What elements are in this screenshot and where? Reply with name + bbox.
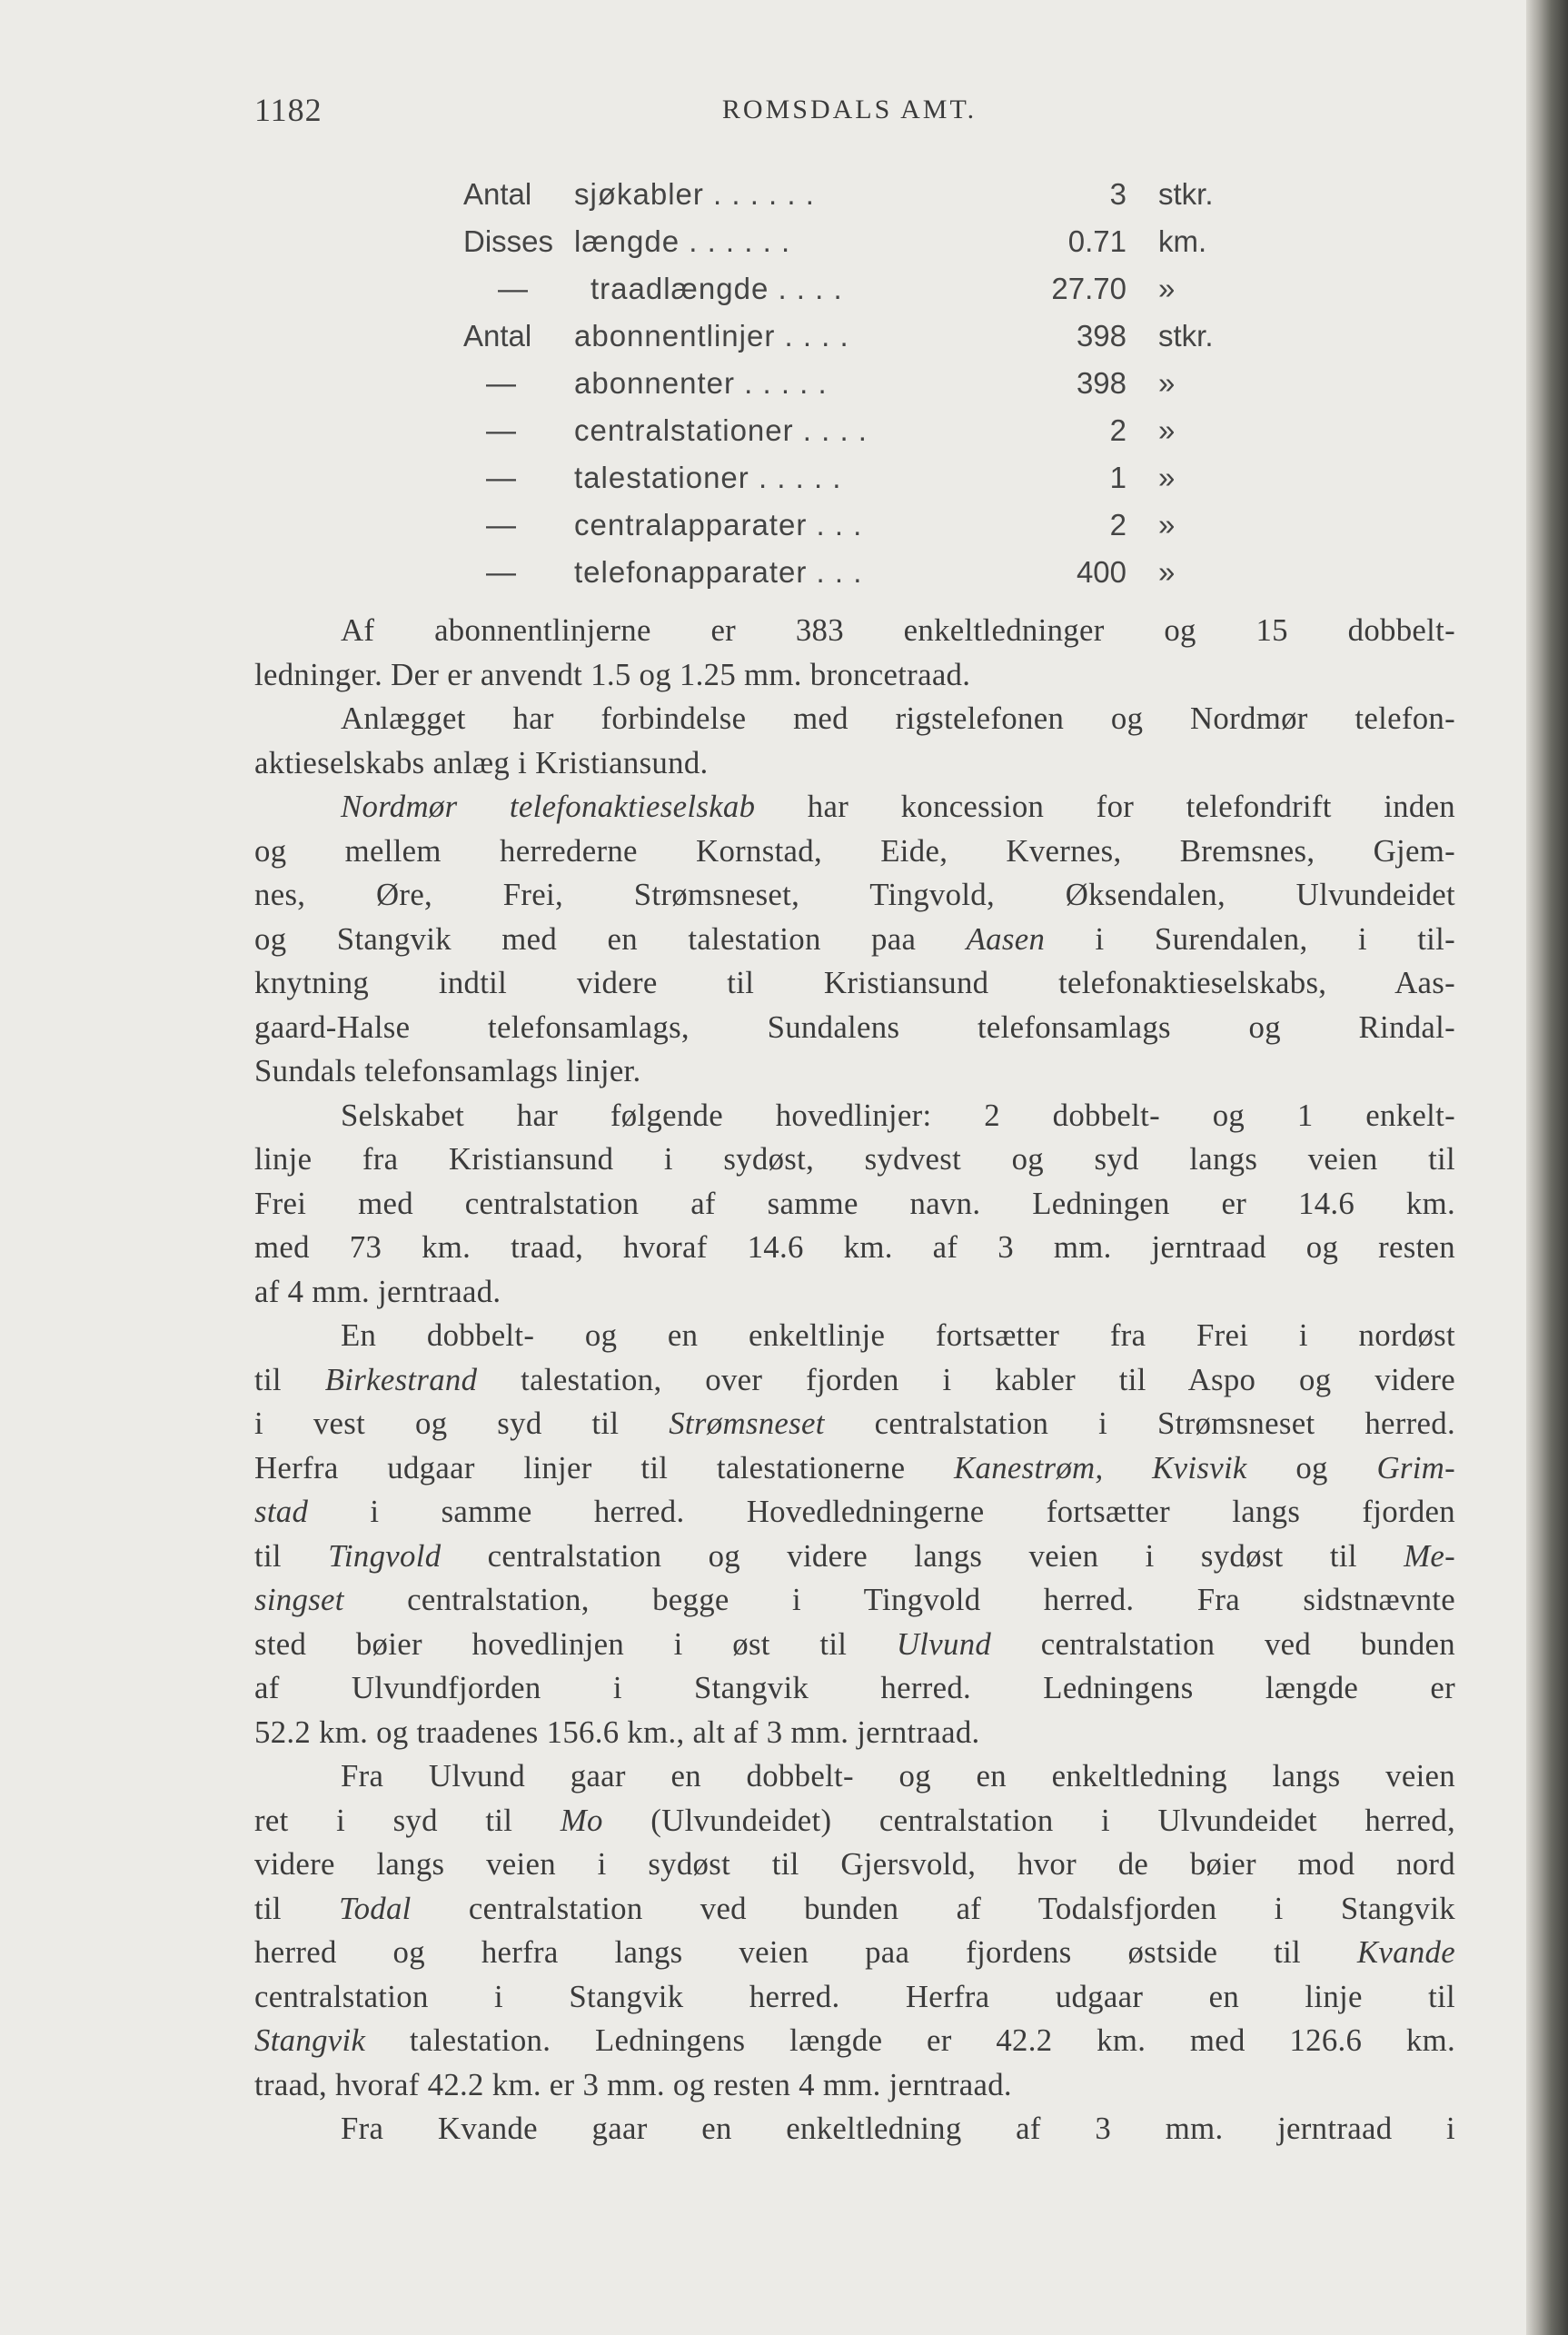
text-line: nes, Øre, Frei, Strømsneset, Tingvold, Øksendalen, Ulvundeidet [254,877,1455,912]
stat-label: talestationer . . . . . [574,461,842,494]
text-line: og mellem herrederne Kornstad, Eide, Kvernes, Bremsnes, Gjem- [254,832,1455,869]
text-fragment: har koncession for telefondrift inden [755,789,1456,824]
text-fragment: centralstation ved bunden [991,1625,1455,1662]
paragraph [254,1754,1455,2107]
text-fragment: centralstation og videre langs veien i sydøst til [441,1537,1404,1574]
text-fragment: sted bøier hovedlinjen i øst til [254,1625,897,1662]
text-line: Af abonnentlinjerne er 383 enkeltledninger og 15 dobbelt- [341,612,1455,648]
text-fragment: (Ulvundeidet) centralstation i Ulvundeidet herred, [602,1802,1455,1838]
stat-label: telefonapparater . . . [574,555,863,589]
text-fragment: centralstation i Strømsneset herred. [824,1406,1455,1441]
italic-name: Me- [1404,1537,1455,1574]
text-fragment: Herfra udgaar linjer til talestationerne [254,1449,955,1485]
text-fragment: i vest og syd til [254,1406,670,1441]
text-line [254,1578,1455,1623]
text-line [254,1623,1455,1667]
stat-unit: » [1158,366,1176,400]
text-line: med 73 km. traad, hvoraf 14.6 km. af 3 mm. jerntraad og resten [254,1229,1455,1265]
stat-prefix: — [486,508,516,542]
text-line: Anlægget har forbindelse med rigstelefonen og Nordmør telefon- [341,700,1455,736]
text-fragment: herred og herfra langs veien paa fjordens østside til [254,1934,1357,1970]
stat-label: længde . . . . . . [574,224,791,258]
stat-prefix: — [486,413,516,447]
text-line: Fra Kvande gaar en enkeltledning af 3 mm. jerntraad i [341,2111,1455,2146]
text-line [254,785,1455,830]
stat-label: sjøkabler . . . . . . [574,177,815,211]
italic-name: singset [254,1582,344,1617]
italic-name: stad [254,1494,309,1529]
stat-prefix: — [486,461,516,494]
stat-row [0,461,1454,508]
text-line: En dobbelt- og en enkeltlinje fortsætter fra Frei i nordøst [341,1317,1455,1353]
text-line: af Ulvundfjorden i Stangvik herred. Ledningens længde er [254,1670,1455,1705]
text-line: Selskabet har følgende hovedlinjer: 2 dobbelt- og 1 enkelt- [341,1097,1455,1133]
text-fragment: talestation. Ledningens længde er 42.2 km. med 126.6 km. [365,2022,1455,2058]
stat-value: 2 [1109,413,1126,447]
stat-row [0,224,1454,272]
stat-value: 3 [1109,177,1126,211]
stat-row [0,413,1454,461]
paragraph [254,609,1455,697]
stat-prefix: — [498,272,528,305]
italic-name: Todal [339,1890,412,1926]
italic-name: Kvande [1356,1934,1455,1970]
text-line [254,1535,1455,1579]
text-fragment: til [254,1361,325,1397]
italic-name: Strømsneset [669,1406,825,1441]
stat-prefix: — [486,366,516,400]
stat-label: traadlængde . . . . [590,272,843,305]
italic-name: Birkestrand [324,1361,478,1397]
text-fragment: til [254,1537,329,1574]
text-line [254,1446,1455,1491]
italic-name: Nordmør telefonaktieselskab [341,789,756,824]
stat-unit: » [1158,413,1176,447]
text-line [254,918,1455,962]
stat-unit: » [1158,461,1176,494]
stat-label: centralstationer . . . . [574,413,868,447]
page-header [254,91,1444,136]
italic-name: Tingvold [328,1537,442,1574]
stat-row [0,272,1454,319]
stat-unit: » [1158,272,1176,305]
italic-name: Aasen [966,920,1046,957]
text-line [254,1490,1455,1535]
text-line: centralstation i Stangvik herred. Herfra udgaar en linje til [254,1978,1455,2014]
text-fragment: centralstation ved bunden af Todalsfjorden i Stangvik [411,1890,1455,1926]
italic-name: Stangvik [254,2022,366,2058]
body-text [254,609,1455,2151]
text-line [254,1402,1455,1446]
stat-unit: » [1158,555,1176,589]
text-line: Sundals telefonsamlags linjer. [254,1053,641,1088]
stat-row [0,508,1454,555]
stat-value: 1 [1109,461,1126,494]
stat-label: abonnentlinjer . . . . [574,319,849,353]
text-line: gaard-Halse telefonsamlags, Sundalens telefonsamlags og Rindal- [254,1009,1455,1045]
text-fragment: i samme herred. Hovedledningerne fortsætter langs fjorden [308,1494,1455,1529]
paragraph [254,1094,1455,1315]
stat-prefix: Antal [463,319,532,353]
italic-name: Kanestrøm, Kvisvik [954,1449,1247,1485]
text-fragment: og Stangvik med en talestation paa [254,920,967,957]
text-line [254,2019,1455,2063]
stat-row [0,366,1454,413]
stat-row [0,319,1454,366]
text-line [254,1931,1455,1975]
text-line: 52.2 km. og traadenes 156.6 km., alt af 3 mm. jerntraad. [254,1714,980,1750]
italic-name: Mo [560,1802,603,1838]
paragraph [254,1314,1455,1754]
page-number: 1182 [254,92,323,128]
stat-unit: » [1158,508,1176,542]
stat-value: 27.70 [1051,272,1126,305]
stat-label: abonnenter . . . . . [574,366,828,400]
stat-prefix: Disses [463,224,554,258]
text-line [254,1799,1455,1843]
text-fragment: centralstation, begge i Tingvold herred. Fra sidstnævnte [343,1582,1455,1617]
stat-unit: stkr. [1158,319,1214,353]
paragraph [254,2107,1455,2151]
italic-name: Ulvund [896,1625,992,1662]
stat-unit: km. [1158,224,1207,258]
stat-row [0,177,1454,224]
stat-value: 398 [1076,319,1126,353]
stat-prefix: — [486,555,516,589]
stat-value: 398 [1076,366,1126,400]
stat-label: centralapparater . . . [574,508,863,542]
text-line: af 4 mm. jerntraad. [254,1273,501,1309]
text-line [254,1358,1455,1403]
paragraph [254,697,1455,785]
paragraph [254,785,1455,1094]
text-line: knytning indtil videre til Kristiansund telefonaktieselskabs, Aas- [254,965,1455,1000]
text-line: Fra Ulvund gaar en dobbelt- og en enkeltledning langs veien [341,1758,1455,1793]
text-fragment: til [254,1890,340,1926]
text-line: videre langs veien i sydøst til Gjersvold, hvor de bøier mod nord [254,1846,1455,1882]
text-fragment: og [1246,1449,1377,1485]
text-line: aktieselskabs anlæg i Kristiansund. [254,744,709,780]
text-line: ledninger. Der er anvendt 1.5 og 1.25 mm. broncetraad. [254,656,971,692]
stat-unit: stkr. [1158,177,1214,211]
italic-name: Grim- [1376,1449,1455,1485]
running-title: ROMSDALS AMT. [721,94,978,124]
book-spine-edge [1526,0,1568,2335]
stat-value: 0.71 [1067,224,1126,258]
text-line: linje fra Kristiansund i sydøst, sydvest og syd langs veien til [254,1141,1455,1177]
stat-prefix: Antal [463,177,532,211]
text-line: Frei med centralstation af samme navn. Ledningen er 14.6 km. [254,1185,1455,1221]
text-fragment: i Surendalen, i til- [1045,920,1455,957]
stat-value: 400 [1076,555,1126,589]
text-fragment: talestation, over fjorden i kabler til Aspo og videre [477,1361,1455,1397]
text-line: traad, hvoraf 42.2 km. er 3 mm. og resten 4 mm. jerntraad. [254,2066,1012,2102]
text-line [254,1887,1455,1932]
stat-value: 2 [1109,508,1126,542]
text-fragment: ret i syd til [254,1802,561,1838]
stat-row [0,555,1454,602]
